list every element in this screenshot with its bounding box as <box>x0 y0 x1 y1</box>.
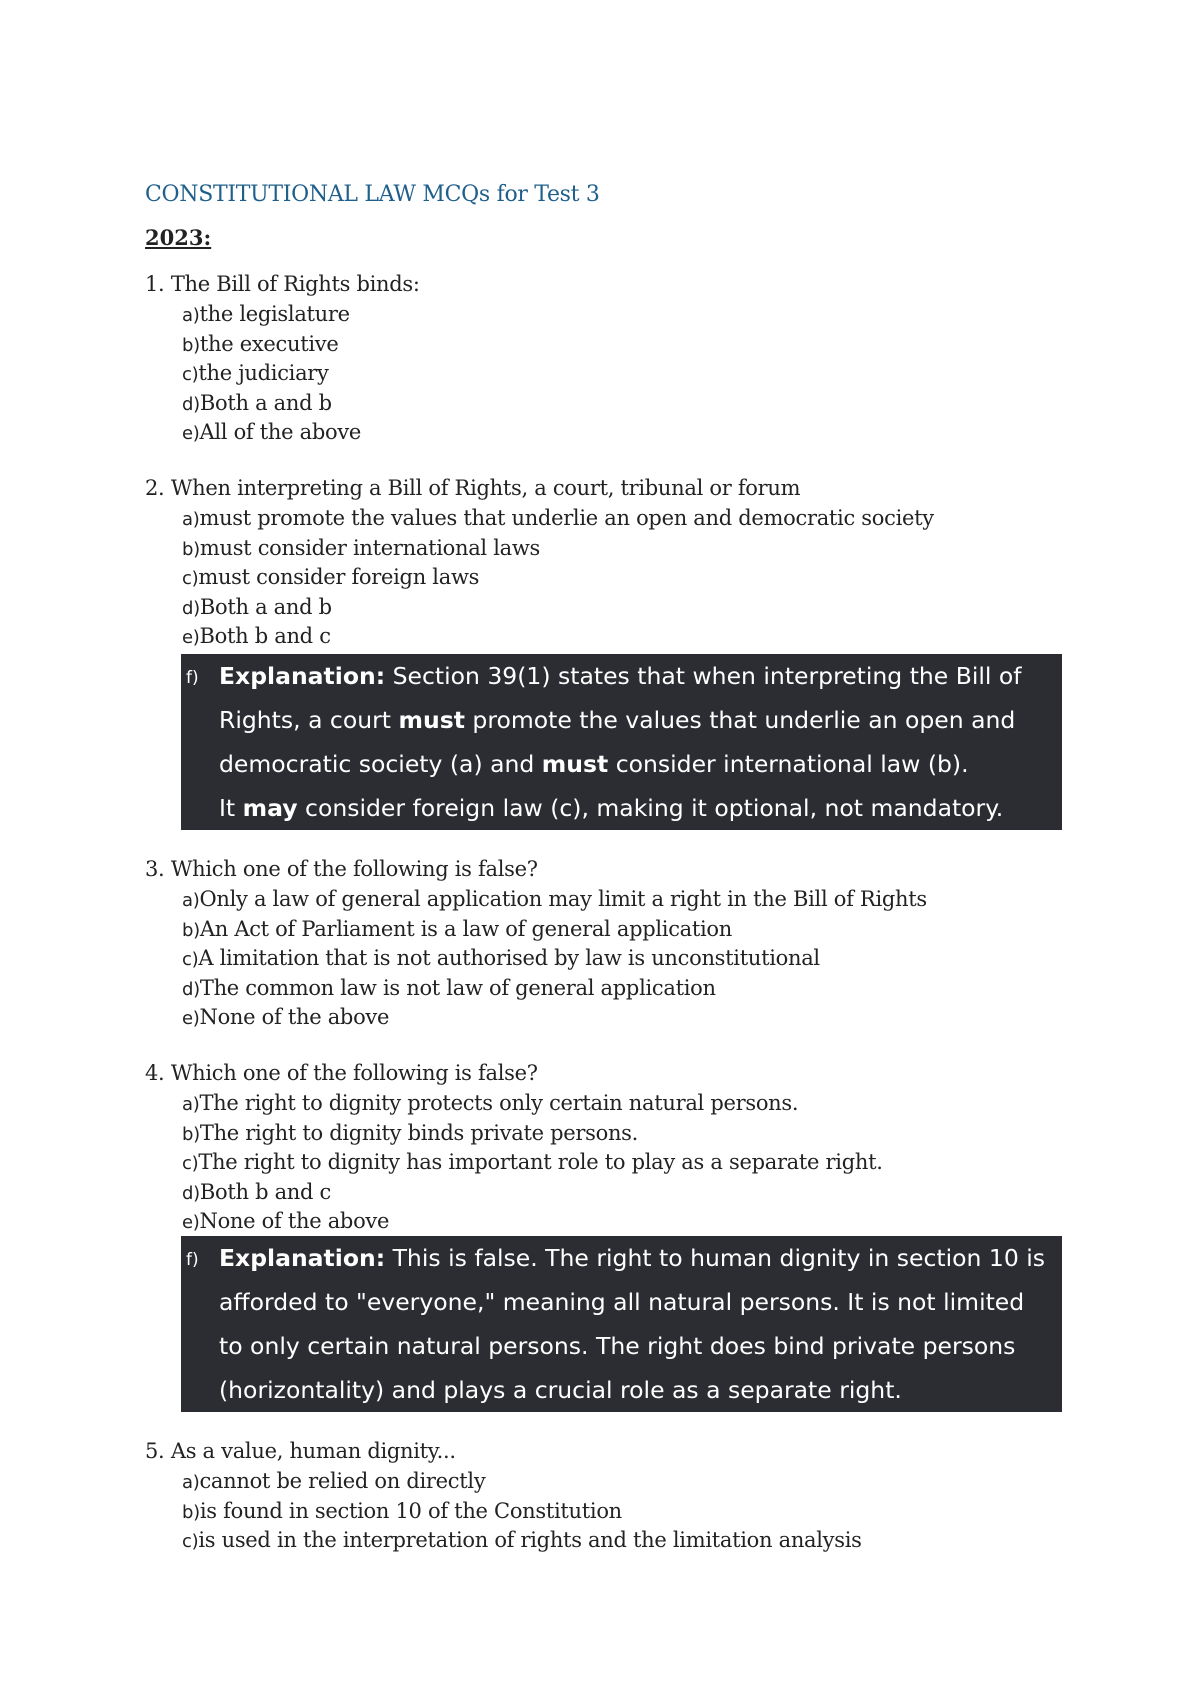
option-a <box>145 301 1125 331</box>
option-letter: c) <box>182 1153 199 1175</box>
question-number: 3. <box>145 857 165 881</box>
explanation-emphasis: may <box>242 794 298 822</box>
explanation-box-q2 <box>181 654 1062 830</box>
option-letter: d) <box>182 597 200 619</box>
question-text: As a value, human dignity... <box>170 1439 456 1463</box>
option-text: The right to dignity protects only certain natural persons. <box>199 1091 799 1115</box>
option-letter: e) <box>182 423 200 445</box>
option-text: None of the above <box>199 1209 390 1234</box>
option-text: Both a and b <box>199 594 332 619</box>
option-c <box>145 1527 1125 1557</box>
option-text: must consider international laws <box>199 535 541 560</box>
option-letter: b) <box>182 1501 200 1523</box>
question-5 <box>145 1438 1125 1557</box>
explanation-text: consider foreign law (c), making it optional, not mandatory. <box>297 794 1004 822</box>
explanation-marker: f) <box>186 1250 199 1270</box>
option-e <box>145 623 1125 653</box>
explanation-text: This is false. The right to human dignity in section 10 is afforded to "everyone," meaning all natural persons. It is not limited to only certain natural persons. The right does bind private persons (horizontality) and plays a crucial role as a separate right. <box>219 1244 1046 1404</box>
question-text: Which one of the following is false? <box>170 1061 538 1085</box>
option-letter: c) <box>182 1531 199 1553</box>
option-text: The common law is not law of general application <box>199 975 716 1000</box>
option-text: is found in section 10 of the Constitution <box>199 1498 622 1523</box>
option-text: Both a and b <box>199 390 332 415</box>
explanation-text: consider international law (b). <box>608 750 969 778</box>
option-text: must promote the values that underlie an open and democratic society <box>199 506 934 530</box>
option-letter: b) <box>182 334 200 356</box>
question-4 <box>145 1060 1125 1238</box>
option-text: The right to dignity binds private persons. <box>199 1120 639 1145</box>
option-text: Both b and c <box>199 1179 332 1204</box>
option-c <box>145 360 1125 390</box>
option-letter: d) <box>182 978 200 1000</box>
question-1 <box>145 271 1125 449</box>
document-title: CONSTITUTIONAL LAW MCQs for Test 3 <box>145 182 600 207</box>
question-stem <box>145 1060 1125 1090</box>
question-3 <box>145 856 1125 1034</box>
question-number: 4. <box>145 1061 165 1085</box>
option-b <box>145 535 1125 565</box>
option-d <box>145 594 1125 624</box>
option-a <box>145 1090 1125 1120</box>
option-letter: a) <box>182 890 200 911</box>
option-e <box>145 1004 1125 1034</box>
question-2 <box>145 475 1125 653</box>
option-a <box>145 886 1125 916</box>
option-letter: e) <box>182 627 200 649</box>
explanation-text: Section 39(1) states that when interpreting the Bill of Rights, a court <box>219 662 1022 734</box>
option-text: must consider foreign laws <box>198 565 480 590</box>
option-letter: b) <box>182 538 200 560</box>
option-e <box>145 419 1125 449</box>
explanation-emphasis: must <box>541 750 609 778</box>
option-letter: a) <box>182 1472 200 1493</box>
option-letter: e) <box>182 1008 200 1030</box>
option-c <box>145 945 1125 975</box>
question-stem <box>145 1438 1125 1468</box>
option-text: A limitation that is not authorised by law is unconstitutional <box>198 946 820 971</box>
question-text: Which one of the following is false? <box>170 857 538 881</box>
question-text: When interpreting a Bill of Rights, a court, tribunal or forum <box>170 476 801 500</box>
option-text: Both b and c <box>199 624 331 649</box>
option-text: the executive <box>199 331 339 356</box>
option-letter: d) <box>182 1182 200 1204</box>
year-heading: 2023: <box>145 225 212 250</box>
option-letter: d) <box>182 393 200 415</box>
option-letter: a) <box>182 1094 200 1115</box>
explanation-emphasis: must <box>398 706 465 734</box>
option-text: the legislature <box>199 302 350 326</box>
question-number: 2. <box>145 476 165 500</box>
option-d <box>145 1179 1125 1209</box>
option-letter: c) <box>182 364 199 386</box>
option-text: Only a law of general application may limit a right in the Bill of Rights <box>199 887 927 911</box>
question-text: The Bill of Rights binds: <box>170 272 420 296</box>
option-text: All of the above <box>199 420 362 445</box>
explanation-label: Explanation: <box>219 1244 386 1272</box>
option-text: An Act of Parliament is a law of general application <box>199 916 732 941</box>
explanation-text: It <box>219 794 243 822</box>
option-b <box>145 1498 1125 1528</box>
question-number: 5. <box>145 1439 165 1463</box>
explanation-marker: f) <box>186 668 199 688</box>
option-letter: c) <box>182 568 199 590</box>
option-letter: e) <box>182 1212 200 1234</box>
option-letter: a) <box>182 305 200 326</box>
option-text: cannot be relied on directly <box>199 1469 486 1493</box>
option-letter: c) <box>182 949 199 971</box>
explanation-text: promote the values that underlie an open and democratic society (a) and <box>219 706 1016 778</box>
question-number: 1. <box>145 272 165 296</box>
option-text: the judiciary <box>198 361 329 386</box>
option-d <box>145 390 1125 420</box>
option-b <box>145 1120 1125 1150</box>
option-letter: a) <box>182 509 200 530</box>
explanation-label: Explanation: <box>219 662 386 690</box>
question-stem <box>145 271 1125 301</box>
option-letter: b) <box>182 1123 200 1145</box>
option-a <box>145 505 1125 535</box>
option-letter: b) <box>182 919 200 941</box>
explanation-box-q4 <box>181 1236 1062 1412</box>
option-text: The right to dignity has important role to play as a separate right. <box>198 1150 883 1175</box>
question-stem <box>145 856 1125 886</box>
question-stem <box>145 475 1125 505</box>
option-e <box>145 1208 1125 1238</box>
option-text: is used in the interpretation of rights and the limitation analysis <box>198 1528 862 1553</box>
option-b <box>145 331 1125 361</box>
option-b <box>145 916 1125 946</box>
option-a <box>145 1468 1125 1498</box>
option-d <box>145 975 1125 1005</box>
option-c <box>145 1149 1125 1179</box>
option-c <box>145 564 1125 594</box>
option-text: None of the above <box>199 1005 390 1030</box>
